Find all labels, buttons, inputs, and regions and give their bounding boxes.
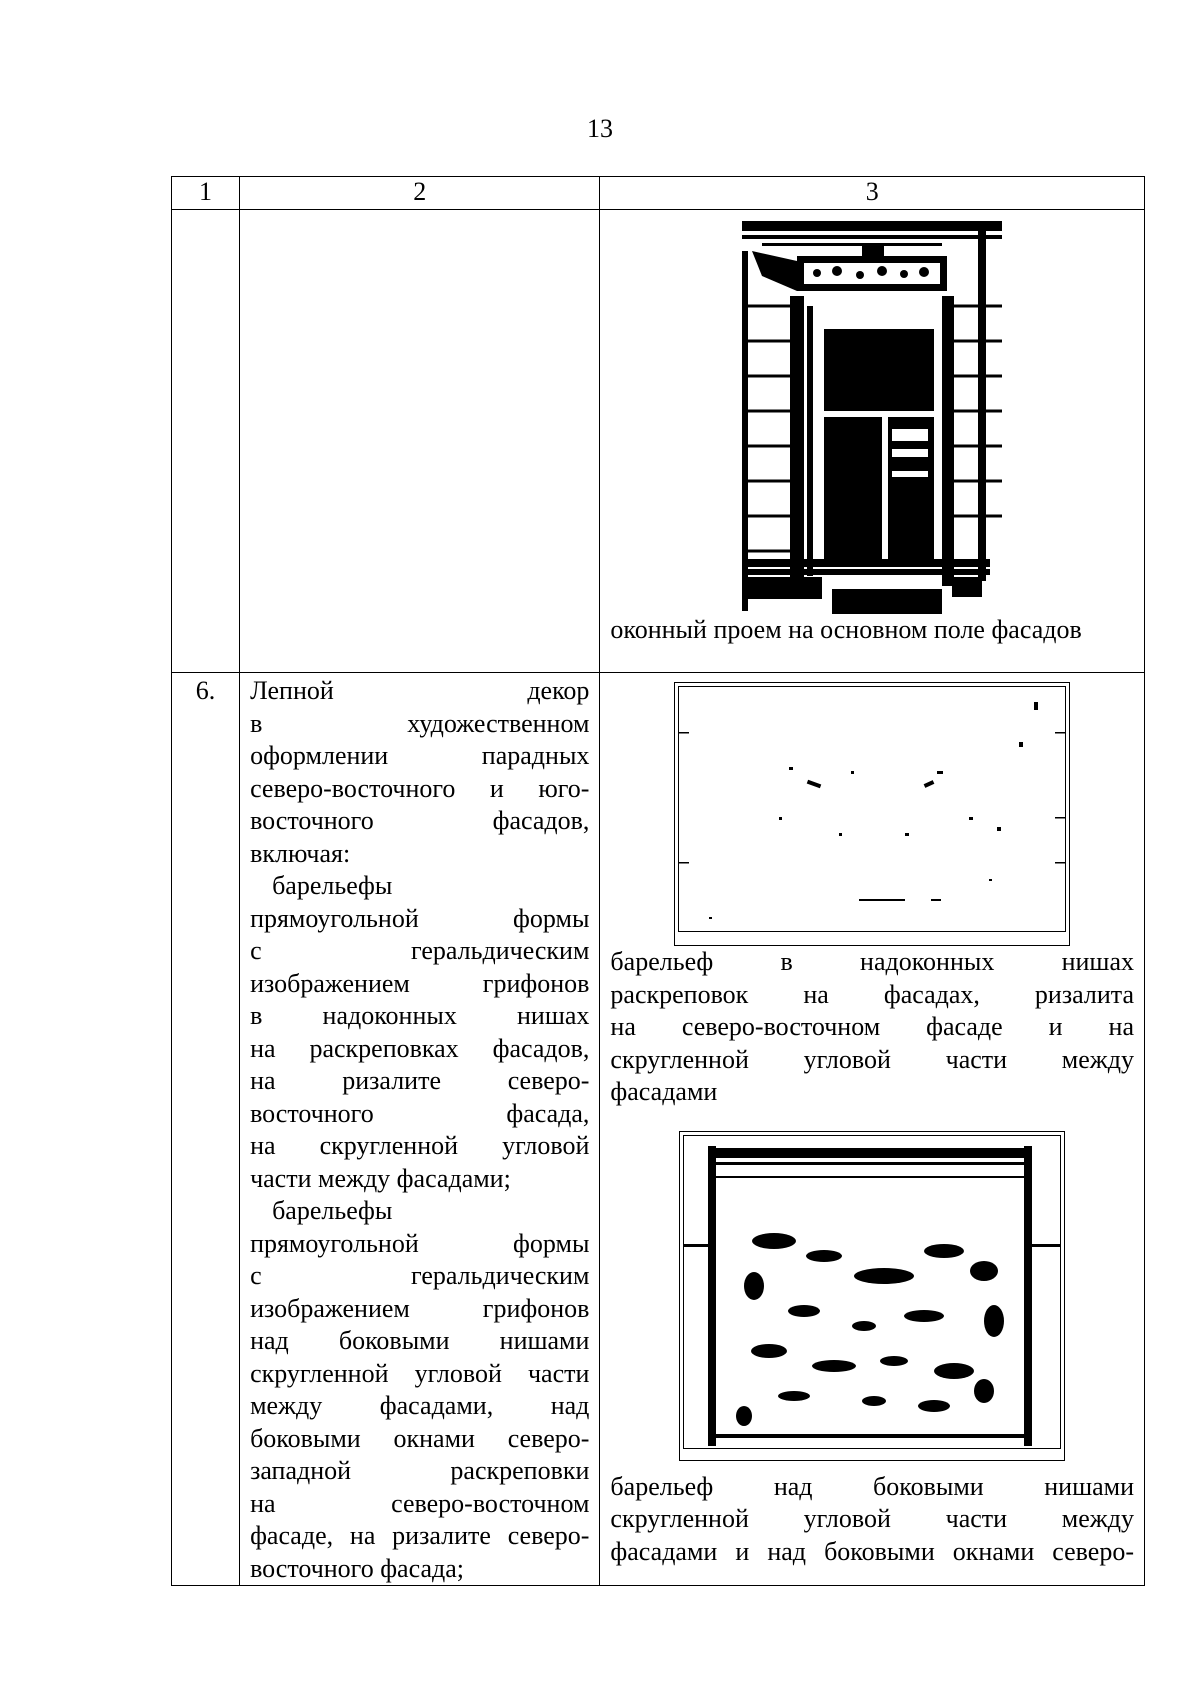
table-row	[172, 210, 1145, 673]
page-number: 13	[587, 114, 613, 143]
table-row	[172, 673, 1145, 1586]
window-opening-photo	[742, 221, 1002, 614]
bas-relief-window-niche-photo	[674, 682, 1070, 946]
cell-illustrations	[600, 673, 1145, 1586]
bas-relief-image-2	[684, 1136, 1060, 1448]
table-header-row	[172, 177, 1145, 210]
bas-relief-caption-2: барельеф над боковыми нишами скругленной угловой части между фасадами и над боковыми окнами северо-	[610, 1471, 1134, 1566]
row-number: 6.	[172, 673, 240, 1586]
header-col-1: 1	[172, 177, 240, 210]
document-table	[171, 176, 1145, 1586]
bas-relief-image-1	[679, 687, 1065, 931]
bas-relief-caption-1: барельеф в надоконных нишах раскреповок на фасадах, ризалита на северо-восточном фасаде и на скругленной угловой части между фасадами	[610, 947, 1134, 1106]
row-description: Лепной декор в художественном оформлении парадных северо-восточного и юго- восточного фасадов, включая: барельефы прямоугольной формы с геральдическим изображением грифонов в надоконных нишах на раскреповках фасадов, на ризалите северо- восточного фасада, на скругленной угловой части между фасадами; барельефы прямоугольной формы с геральдическим изображением грифонов над боковыми нишами скругленной угловой части между фасадами, над боковыми окнами северо- западной раскреповки на северо-восточном фасаде, на ризалите северо- восточного фасада;	[240, 673, 600, 1586]
cell-number-empty	[172, 210, 240, 673]
header-col-2: 2	[240, 177, 600, 210]
bas-relief-side-niches-photo	[679, 1131, 1065, 1461]
window-caption: оконный проем на основном поле фасадов	[610, 615, 1082, 644]
cell-description-empty	[240, 210, 600, 673]
header-col-3: 3	[600, 177, 1145, 210]
cell-illustration	[600, 210, 1145, 673]
